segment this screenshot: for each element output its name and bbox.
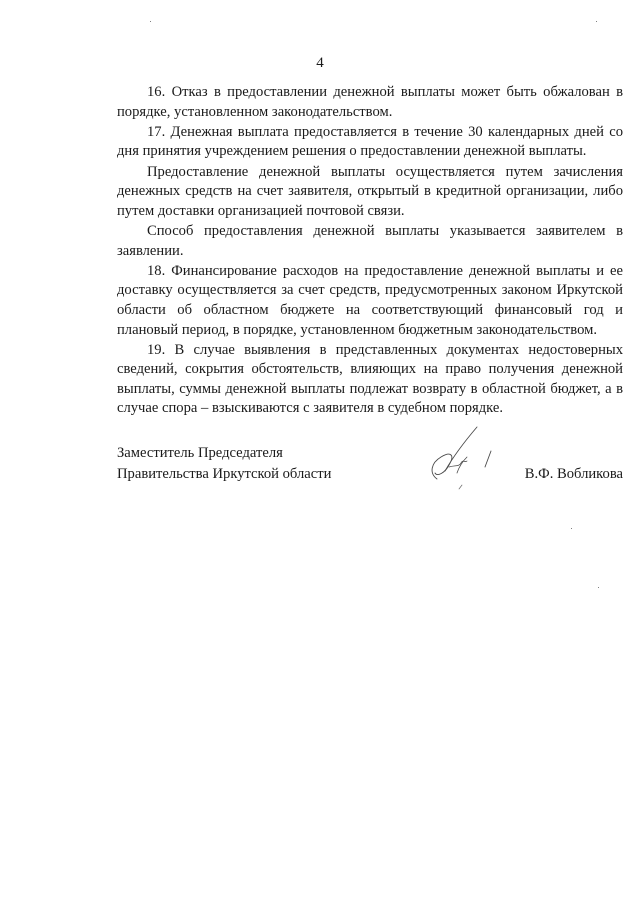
signature-block	[117, 444, 623, 504]
paragraph-19: 19. В случае выявления в представленных документах недостоверных сведений, сокрытия обстоятельств, влияющих на право получения денежной выплаты, суммы денежной выплаты подлежат возврату в областной бюджет, а в случае спора – взыскиваются с заявителя в судебном порядке.	[117, 341, 623, 417]
document-body	[117, 83, 623, 420]
scan-speck	[150, 21, 151, 22]
signatory-name: В.Ф. Вобликова	[524, 466, 623, 482]
paragraph-17: 17. Денежная выплата предоставляется в течение 30 календарных дней со дня принятия учреждением решения о предоставлении денежной выплаты.	[117, 123, 623, 160]
signatory-position-line-1: Заместитель Председателя	[117, 445, 283, 461]
scan-speck	[596, 21, 597, 22]
scan-speck	[571, 528, 572, 529]
scan-speck	[598, 587, 599, 588]
paragraph-payment-method: Предоставление денежной выплаты осуществляется путем зачисления денежных средств на счет заявителя, открытый в кредитной организации, либо путем доставки организацией почтовой связи.	[117, 163, 623, 219]
handwritten-signature	[415, 421, 515, 501]
paragraph-16: 16. Отказ в предоставлении денежной выплаты может быть обжалован в порядке, установленном законодательством.	[117, 84, 623, 120]
paragraph-payment-choice: Способ предоставления денежной выплаты указывается заявителем в заявлении.	[117, 222, 623, 259]
paragraph-18: 18. Финансирование расходов на предоставление денежной выплаты и ее доставку осуществляется за счет средств, предусмотренных законом Иркутской области об областном бюджете на соответствующий финансовый год и плановый период, в порядке, установленном бюджетным законодательством.	[117, 262, 623, 338]
page-number: 4	[316, 55, 324, 71]
signatory-position-line-2: Правительства Иркутской области	[117, 466, 332, 482]
